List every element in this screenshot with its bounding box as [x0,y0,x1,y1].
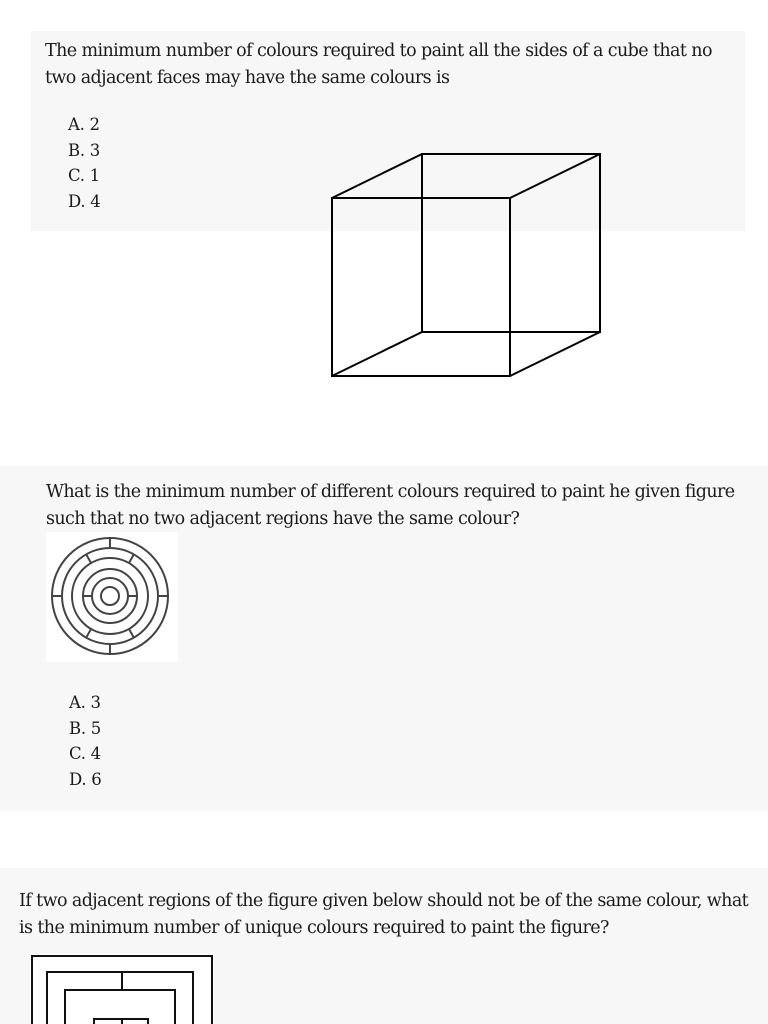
question-1-options [68,112,100,214]
question-1-option-a[interactable]: A. 2 [68,115,100,134]
cube-figure [325,148,610,386]
question-2-option-c[interactable]: C. 4 [69,744,101,763]
question-3-text: If two adjacent regions of the figure given below should not be of the same colour, what is the minimum number of unique colours required to paint the figure? [19,891,749,938]
question-2-option-d[interactable]: D. 6 [69,769,102,789]
question-2-option-a[interactable]: A. 3 [69,693,101,712]
cube-edge-bottom-right [510,332,600,376]
question-2-options [69,690,101,792]
concentric-rings-figure [46,532,178,662]
cube-edge-bottom-left [332,332,422,376]
cube-edge-top-left [332,154,422,198]
question-1-option-d[interactable]: D. 4 [68,191,101,211]
question-1-text: The minimum number of colours required to paint all the sides of a cube that no two adjacent faces may have the same colours is [45,41,712,88]
question-2-option-b[interactable]: B. 5 [69,718,101,738]
cube-edge-top-right [510,154,600,198]
question-1-option-c[interactable]: C. 1 [68,166,100,185]
nested-rectangles-figure [30,954,214,1024]
question-1-option-b[interactable]: B. 3 [68,140,100,160]
question-2-text: What is the minimum number of different colours required to paint he given figure such that no two adjacent regions have the same colour? [46,482,735,529]
